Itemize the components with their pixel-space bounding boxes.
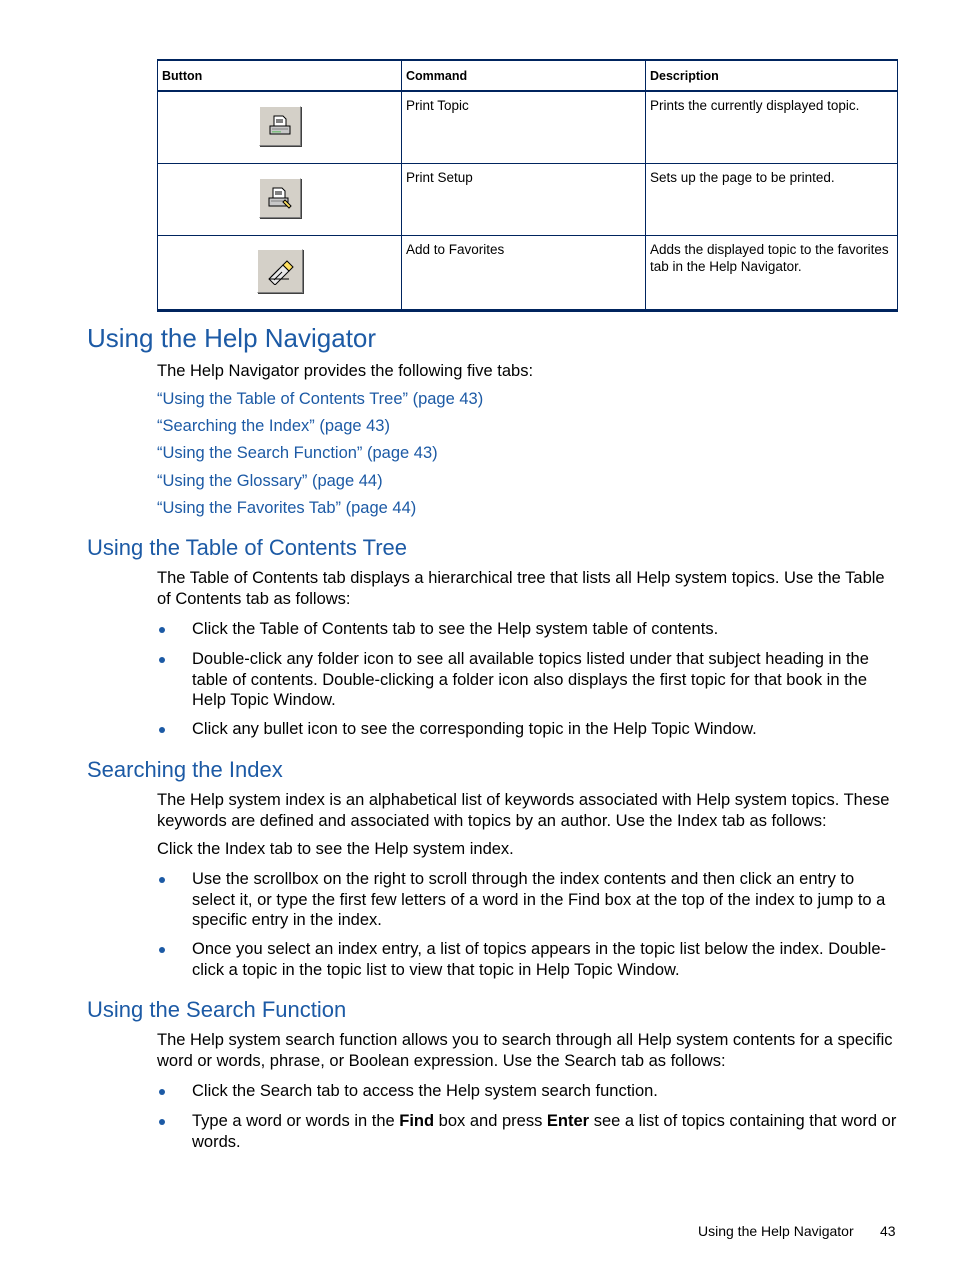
link-favorites[interactable]: “Using the Favorites Tab” (page 44) [157, 499, 417, 517]
page-number: 43 [880, 1223, 896, 1239]
bullet-icon [159, 657, 165, 663]
description-cell: Sets up the page to be printed. [646, 164, 898, 236]
heading-search: Using the Search Function [87, 997, 347, 1022]
index-intro: The Help system index is an alphabetical list of keywords associated with Help system topics. These keywords are defined and associated with topics by an author. Use the Index tab as follows: [157, 791, 890, 830]
list-item: Type a word or words in the Find box and press Enter see a list of topics containing that word or words. [157, 1111, 897, 1152]
link-search[interactable]: “Using the Search Function” (page 43) [157, 444, 438, 462]
list-item: Click the Search tab to access the Help system search function. [157, 1081, 897, 1102]
bullet-icon [159, 727, 165, 733]
list-item: Double-click any folder icon to see all available topics listed under that subject heading in the table of contents. Double-clicking a folder icon also displays the first topic for that book in the Help Topic Window. [157, 649, 897, 711]
command-cell: Print Setup [402, 164, 646, 236]
toc-intro: The Table of Contents tab displays a hierarchical tree that lists all Help system topics. Use the Table of Contents tab as follows: [157, 569, 885, 608]
index-intro-2: Click the Index tab to see the Help system index. [157, 840, 514, 858]
add-to-favorites-icon [257, 249, 303, 293]
link-glossary[interactable]: “Using the Glossary” (page 44) [157, 472, 383, 490]
description-cell: Prints the currently displayed topic. [646, 91, 898, 164]
header-command: Command [402, 60, 646, 91]
link-index[interactable]: “Searching the Index” (page 43) [157, 417, 390, 435]
list-item: Click the Table of Contents tab to see the Help system table of contents. [157, 619, 897, 640]
command-cell: Print Topic [402, 91, 646, 164]
description-cell: Adds the displayed topic to the favorites tab in the Help Navigator. [646, 236, 898, 311]
header-description: Description [646, 60, 898, 91]
bullet-icon [159, 1119, 165, 1125]
bullet-icon [159, 627, 165, 633]
footer-section-title: Using the Help Navigator [698, 1223, 854, 1239]
command-cell: Add to Favorites [402, 236, 646, 311]
header-button: Button [158, 60, 402, 91]
main-intro: The Help Navigator provides the following five tabs: [157, 362, 534, 380]
table-row [158, 236, 898, 311]
print-topic-icon [259, 106, 301, 146]
heading-index: Searching the Index [87, 757, 283, 782]
page-title: Using the Help Navigator [87, 323, 377, 353]
link-toc[interactable]: “Using the Table of Contents Tree” (page 43) [157, 390, 484, 408]
table-row [158, 164, 898, 236]
bullet-icon [159, 877, 165, 883]
toolbar-commands-table [157, 59, 898, 312]
search-intro: The Help system search function allows you to search through all Help system contents for a specific word or words, phrase, or Boolean expression. Use the Search tab as follows: [157, 1031, 893, 1070]
table-row [158, 91, 898, 164]
print-setup-icon [259, 178, 301, 218]
bullet-icon [159, 947, 165, 953]
list-item: Use the scrollbox on the right to scroll through the index contents and then click an entry to select it, or type the first few letters of a word in the Find box at the top of the index to jump to a specific entry in the index. [157, 869, 897, 931]
list-item: Click any bullet icon to see the corresponding topic in the Help Topic Window. [157, 719, 897, 740]
list-item: Once you select an index entry, a list of topics appears in the topic list below the index. Double-click a topic in the topic list to view that topic in Help Topic Window. [157, 939, 897, 980]
bullet-icon [159, 1089, 165, 1095]
table-header-row [158, 60, 898, 91]
heading-toc: Using the Table of Contents Tree [87, 535, 408, 560]
